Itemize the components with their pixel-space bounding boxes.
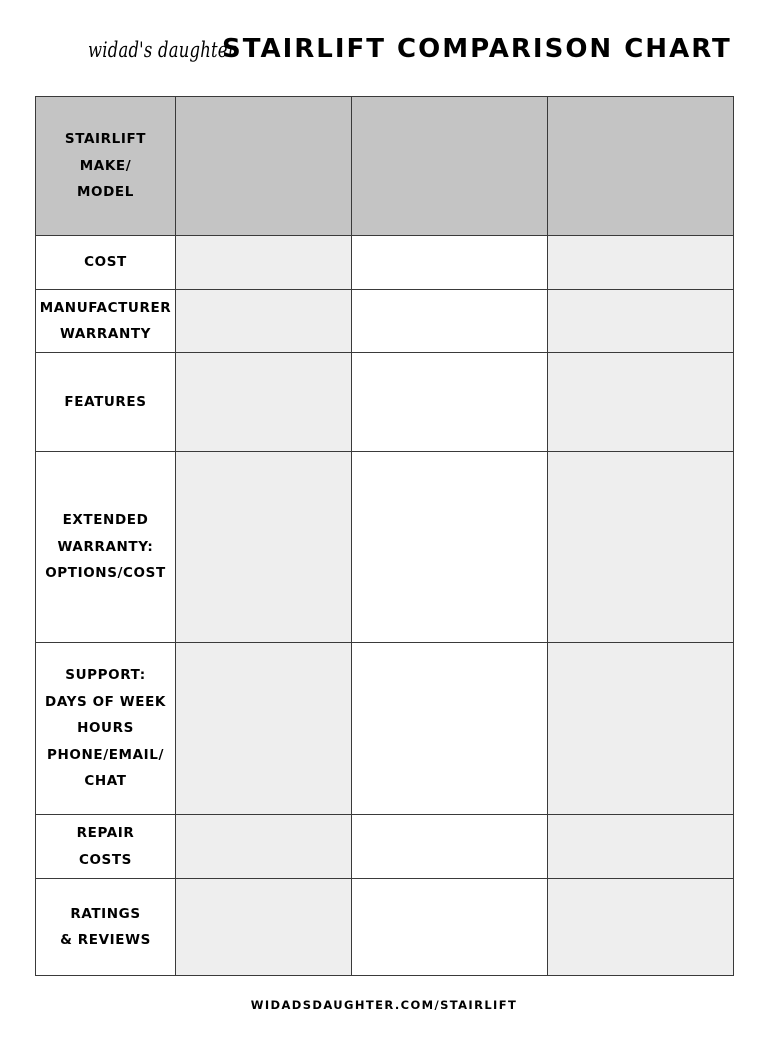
label-line: RATINGS bbox=[70, 905, 141, 922]
data-cell[interactable] bbox=[176, 236, 352, 290]
data-cell[interactable] bbox=[548, 353, 734, 452]
label-line: EXTENDED bbox=[62, 512, 149, 529]
label-line: MAKE/ bbox=[79, 157, 132, 174]
page-header bbox=[0, 24, 768, 80]
table-row bbox=[36, 879, 734, 976]
row-label-make-model bbox=[36, 97, 176, 236]
table-row bbox=[36, 643, 734, 815]
data-cell[interactable] bbox=[176, 643, 352, 815]
data-cell[interactable] bbox=[352, 879, 548, 976]
table-row bbox=[36, 815, 734, 879]
label-line: FEATURES bbox=[64, 393, 147, 410]
table-row bbox=[36, 290, 734, 353]
table-header-row bbox=[36, 97, 734, 236]
data-cell[interactable] bbox=[548, 452, 734, 643]
data-cell[interactable] bbox=[176, 353, 352, 452]
data-cell[interactable] bbox=[548, 643, 734, 815]
model-1-cell[interactable] bbox=[176, 97, 352, 236]
data-cell[interactable] bbox=[548, 879, 734, 976]
table-row bbox=[36, 236, 734, 290]
label-line: MODEL bbox=[77, 184, 134, 201]
row-label-extended-warranty bbox=[36, 452, 176, 643]
data-cell[interactable] bbox=[176, 290, 352, 353]
label-line: HOURS bbox=[77, 720, 134, 737]
label-line: MANUFACTURER bbox=[39, 299, 172, 316]
label-line: WARRANTY bbox=[59, 326, 152, 342]
table-row bbox=[36, 452, 734, 643]
row-label-manufacturer-warranty bbox=[36, 290, 176, 353]
data-cell[interactable] bbox=[352, 236, 548, 290]
data-cell[interactable] bbox=[352, 290, 548, 353]
row-label-features bbox=[36, 353, 176, 452]
row-label-ratings-reviews bbox=[36, 879, 176, 976]
data-cell[interactable] bbox=[352, 643, 548, 815]
label-line: SUPPORT: bbox=[65, 667, 146, 684]
data-cell[interactable] bbox=[548, 815, 734, 879]
brand-logo: widad's daughter bbox=[88, 38, 236, 62]
label-line: DAYS OF WEEK bbox=[45, 693, 166, 710]
comparison-table bbox=[35, 96, 734, 976]
label-line: STAIRLIFT bbox=[64, 131, 147, 148]
label-line: REPAIR bbox=[76, 825, 135, 841]
label-line: CHAT bbox=[84, 773, 127, 790]
label-line: OPTIONS/COST bbox=[45, 565, 166, 582]
data-cell[interactable] bbox=[176, 879, 352, 976]
data-cell[interactable] bbox=[548, 236, 734, 290]
model-2-cell[interactable] bbox=[352, 97, 548, 236]
row-label-support bbox=[36, 643, 176, 815]
label-line: COSTS bbox=[78, 851, 133, 868]
model-3-cell[interactable] bbox=[548, 97, 734, 236]
data-cell[interactable] bbox=[352, 452, 548, 643]
page-title: STAIRLIFT COMPARISON CHART bbox=[222, 34, 732, 64]
footer-url: WIDADSDAUGHTER.COM/STAIRLIFT bbox=[250, 998, 518, 1012]
data-cell[interactable] bbox=[352, 353, 548, 452]
data-cell[interactable] bbox=[352, 815, 548, 879]
label-line: WARRANTY: bbox=[57, 538, 154, 555]
data-cell[interactable] bbox=[548, 290, 734, 353]
label-line: & REVIEWS bbox=[60, 932, 151, 948]
data-cell[interactable] bbox=[176, 815, 352, 879]
data-cell[interactable] bbox=[176, 452, 352, 643]
label-line: PHONE/EMAIL/ bbox=[47, 746, 164, 763]
row-label-cost bbox=[36, 236, 176, 290]
label-line: COST bbox=[84, 254, 127, 271]
table-row bbox=[36, 353, 734, 452]
row-label-repair-costs bbox=[36, 815, 176, 879]
